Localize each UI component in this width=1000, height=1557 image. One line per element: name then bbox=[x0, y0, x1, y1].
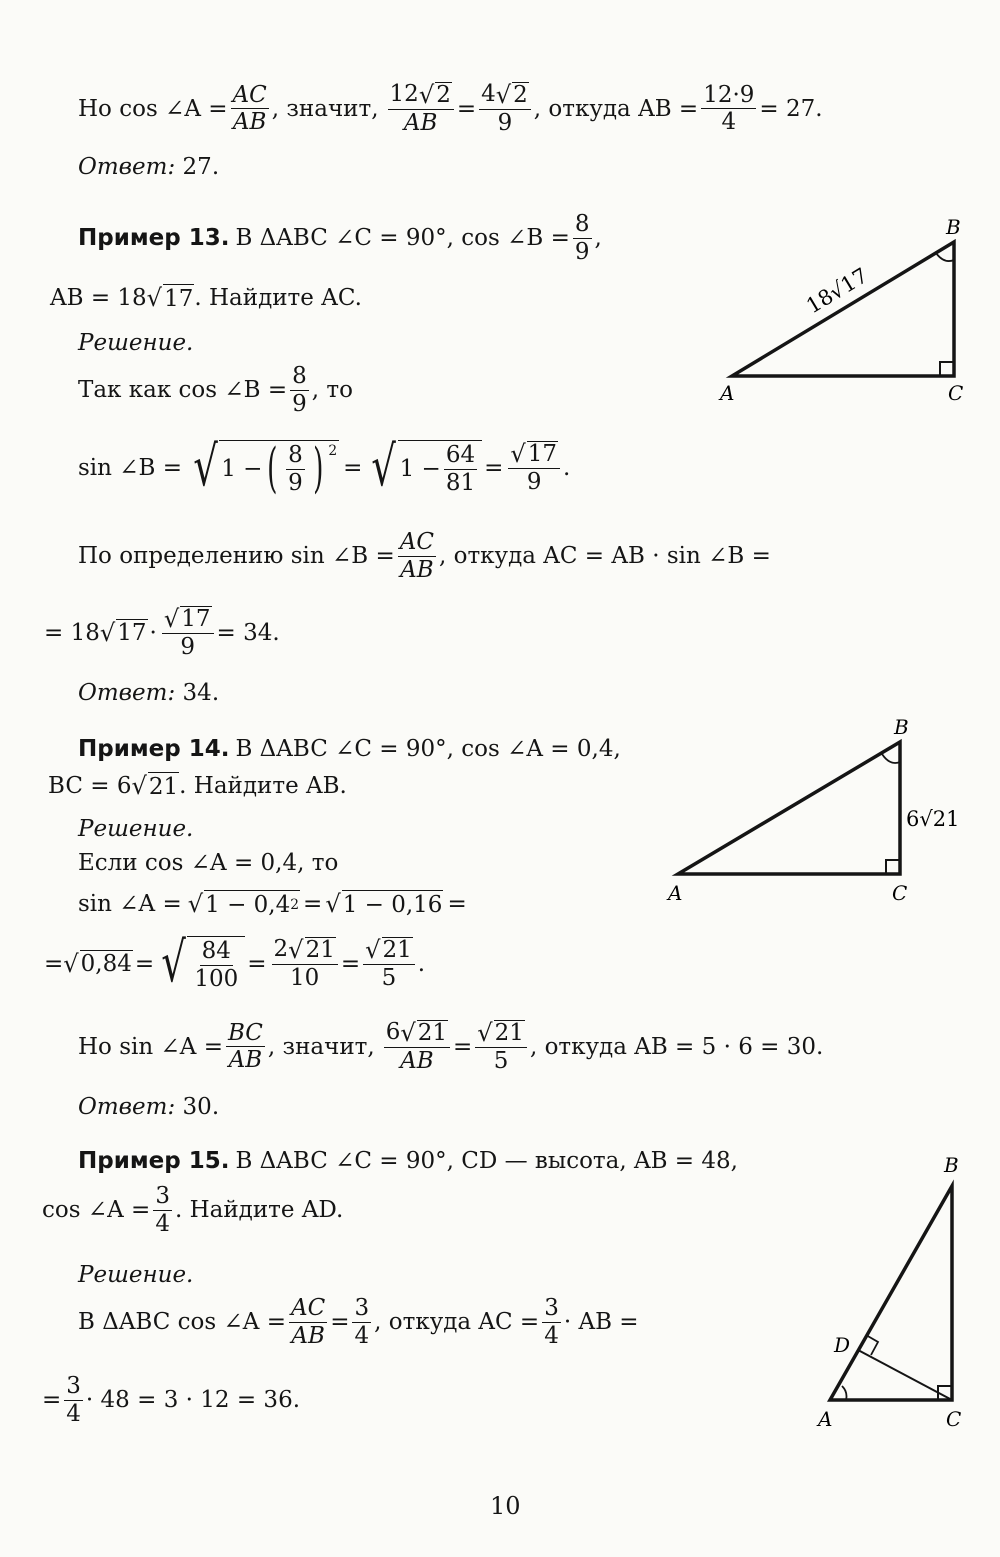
ex13-definition: По определению sin ∠B = bbox=[78, 543, 395, 570]
ex12-result: = 27. bbox=[759, 95, 823, 122]
ex14-step2: sin ∠A = √ 1 − 0,4 2 = √ 1 − 0,16 = bbox=[78, 890, 467, 918]
vertex-a-label: A bbox=[818, 1407, 833, 1431]
fraction-12root2-ab: 12 √ 2 AB bbox=[388, 82, 454, 136]
answer-label: Ответ: bbox=[78, 680, 176, 706]
ex13-cond-text: В ΔABC ∠C = 90°, cos ∠B = bbox=[235, 225, 570, 252]
ex13-step1-text: Так как cos ∠B = bbox=[78, 377, 288, 404]
ex15-title: Пример 15. bbox=[78, 1148, 230, 1174]
fraction-root17-9: √ 17 9 bbox=[508, 441, 560, 495]
vertex-b-label: B bbox=[894, 715, 909, 739]
ex13-step2: sin ∠B = √ 1 − ( $\frac{8}{9}$ ) $^2$ = √ 1 − $\frac{64}{81}$ = √ 17 9 . bbox=[78, 435, 571, 500]
fraction-ac-ab: $\frac{AC}{AB}$ bbox=[399, 529, 434, 583]
ex15-step2: = $\frac{3}{4}$ · 48 = 3 · 12 = 36. bbox=[42, 1373, 301, 1427]
ex14-title: Пример 14. bbox=[78, 736, 230, 762]
right-angle-mark-d bbox=[866, 1335, 878, 1355]
ex14-step3: = √ 0,84 = √ $\frac{84}{100}$ = 2 √ 21 10 = √ 21 5 . bbox=[44, 931, 426, 995]
ex13-condition bbox=[78, 212, 602, 265]
fraction-root21-5: √ 21 5 bbox=[363, 937, 415, 991]
ex13-step3 bbox=[78, 530, 771, 583]
ex13-step3-tail: , откуда AC = AB · sin ∠B = bbox=[438, 543, 771, 570]
ex13-step1-tail: , то bbox=[311, 377, 353, 404]
side-ab-label: 18√17 bbox=[802, 263, 872, 319]
ex13-question: . Найдите AC. bbox=[194, 285, 362, 311]
ex14-answer bbox=[78, 1094, 219, 1120]
vertex-d-label: D bbox=[834, 1333, 851, 1357]
ex13-sinB: sin ∠B = bbox=[78, 454, 183, 481]
ex14-bc-value: BC = 6 bbox=[48, 773, 132, 799]
ex14-step1: Если cos ∠A = 0,4, то bbox=[78, 850, 339, 876]
ex13-solution-label: Решение. bbox=[78, 330, 194, 356]
ex14-condition-2: BC = 6 √ 21 . Найдите AB. bbox=[48, 772, 347, 800]
fraction-8-9: $\frac{8}{9}$ bbox=[574, 211, 590, 265]
ex13-condition-2: AB = 18 √ 17 . Найдите AC. bbox=[50, 284, 362, 312]
ex12-prefix: Но cos ∠A = bbox=[78, 95, 228, 122]
answer-label: Ответ: bbox=[78, 1094, 176, 1120]
ex13-step1 bbox=[78, 364, 353, 417]
angle-arc bbox=[842, 1386, 847, 1400]
ex13-triangle-figure bbox=[700, 210, 990, 410]
page-number: 10 bbox=[490, 1492, 521, 1520]
sqrt-expression-2: √ 1 − $\frac{64}{81}$ bbox=[366, 440, 482, 496]
ex14-cond-text: В ΔABC ∠C = 90°, cos ∠A = 0,4, bbox=[235, 736, 621, 762]
fraction-12x9-4: $\frac{12\cdot 9}{4}$ bbox=[703, 81, 755, 136]
fraction-ac-ab: $\frac{AC}{AB}$ bbox=[232, 81, 267, 136]
ex12-tail: , откуда AB = bbox=[533, 95, 699, 122]
answer-value: 34. bbox=[182, 680, 220, 706]
answer-label: Ответ: bbox=[78, 154, 176, 180]
ex15-solution-label: Решение. bbox=[78, 1262, 194, 1288]
equals: = bbox=[456, 95, 477, 122]
ex15-step1: В ΔABC cos ∠A = $\frac{AC}{AB}$ = $\frac{3}{4}$ , откуда AC = $\frac{3}{4}$ · AB = bbox=[78, 1295, 639, 1349]
triangle bbox=[732, 242, 954, 376]
ex12-answer bbox=[78, 154, 219, 180]
comma: , bbox=[594, 225, 602, 252]
ex15-condition-2: cos ∠A = $\frac{3}{4}$ . Найдите AD. bbox=[42, 1183, 344, 1237]
vertex-c-label: C bbox=[892, 881, 908, 905]
ex12-final-line bbox=[78, 82, 823, 136]
ex12-mid: , значит, bbox=[271, 95, 379, 122]
ex14-question: . Найдите AB. bbox=[179, 773, 347, 799]
ex14-triangle-figure bbox=[660, 712, 980, 912]
fraction-4root2-9: 4 √ 2 9 bbox=[479, 82, 531, 136]
answer-value: 27. bbox=[182, 154, 220, 180]
ex13-title: Пример 13. bbox=[78, 225, 230, 252]
right-angle-mark bbox=[886, 860, 900, 874]
ex15-condition bbox=[78, 1148, 738, 1174]
ex13-step4: = 18 √ 17 · √ 17 9 = 34. bbox=[44, 605, 280, 661]
angle-arc bbox=[936, 253, 954, 261]
vertex-a-label: A bbox=[668, 881, 683, 905]
vertex-a-label: A bbox=[720, 381, 735, 405]
ex14-step4: Но sin ∠A = $\frac{BC}{AB}$ , значит, 6 √ 21 AB = √ 21 5 , откуда AB = 5 · 6 = 30. bbox=[78, 1019, 824, 1075]
side-bc-label: 6√21 bbox=[906, 807, 960, 831]
vertex-c-label: C bbox=[948, 381, 964, 405]
triangle bbox=[678, 742, 900, 874]
vertex-b-label: B bbox=[944, 1153, 959, 1177]
answer-value: 30. bbox=[182, 1094, 220, 1120]
vertex-b-label: B bbox=[946, 215, 961, 239]
fraction-root17-9: √ 17 9 bbox=[162, 606, 214, 660]
ex14-solution-label: Решение. bbox=[78, 816, 194, 842]
angle-arc bbox=[882, 754, 900, 763]
ex14-condition bbox=[78, 736, 621, 762]
fraction-2root21-10: 2 √ 21 10 bbox=[272, 937, 338, 991]
right-angle-mark bbox=[940, 362, 954, 376]
fraction-8-9: $\frac{8}{9}$ bbox=[292, 363, 307, 417]
sqrt-expression: √ 1 − ( $\frac{8}{9}$ ) $^2$ bbox=[193, 435, 338, 499]
ex15-triangle-figure bbox=[800, 1148, 990, 1438]
vertex-c-label: C bbox=[946, 1407, 962, 1431]
ex13-answer bbox=[78, 680, 219, 706]
ex15-cond-text: В ΔABC ∠C = 90°, CD — высота, AB = 48, bbox=[235, 1148, 738, 1174]
ex13-ab-value: AB = 18 bbox=[50, 285, 147, 311]
